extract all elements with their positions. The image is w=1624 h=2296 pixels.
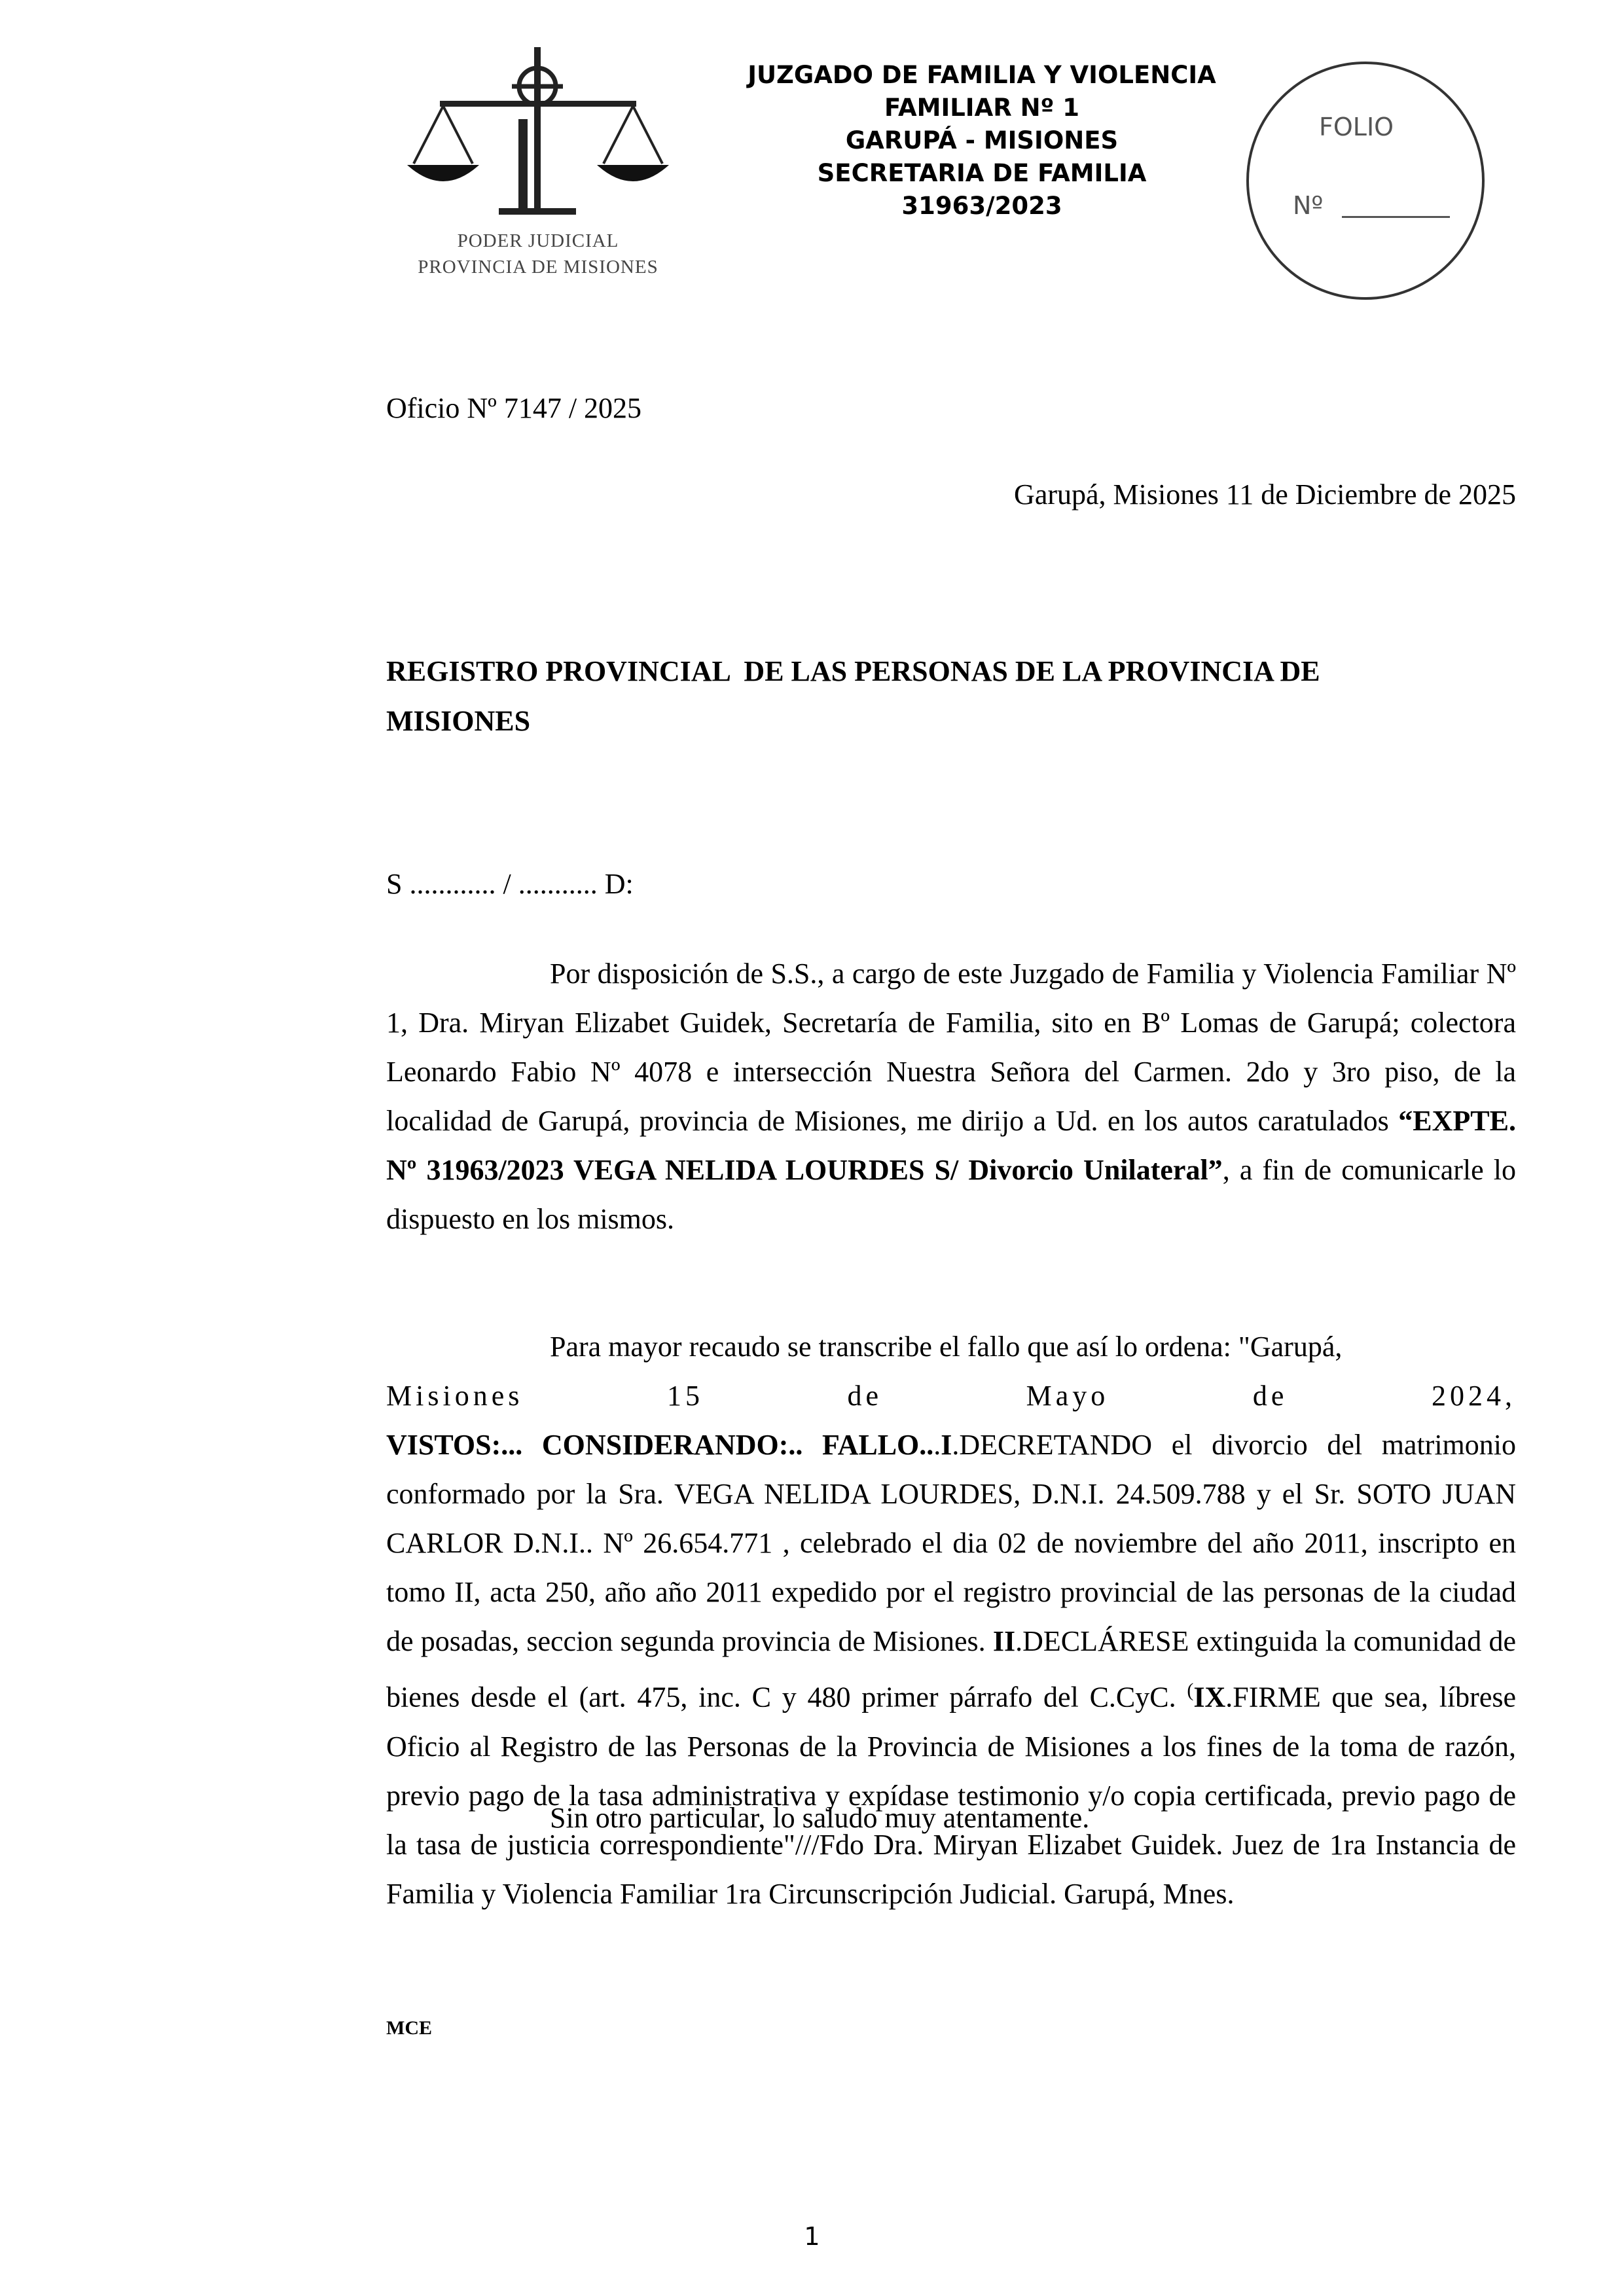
- ruling-date-word: de: [847, 1380, 883, 1412]
- ruling-sections: VISTOS:... CONSIDERANDO:.. FALLO..: [386, 1429, 934, 1461]
- ruling-date-word: 15: [666, 1380, 704, 1412]
- ruling-point-ix: IX: [1193, 1681, 1226, 1713]
- logo-caption: [401, 228, 676, 280]
- page-number: 1: [804, 2222, 820, 2251]
- ruling-point-i: I: [941, 1429, 952, 1461]
- court-header-line-1: JUZGADO DE FAMILIA Y VIOLENCIA: [748, 61, 1216, 89]
- closing-paragraph: [386, 1793, 1516, 1842]
- logo-line-1: PODER JUDICIAL: [457, 230, 619, 251]
- salutation: S ............ / ........... D:: [386, 868, 634, 900]
- oficio-number: Oficio Nº 7147 / 2025: [386, 392, 642, 424]
- ruling-paren: (: [1187, 1679, 1194, 1701]
- folio-number-blank: [1342, 216, 1450, 218]
- recipient-line-1: REGISTRO PROVINCIAL DE LAS PERSONAS DE LA PROVINCIA DE: [386, 655, 1320, 687]
- ruling-dot: .: [933, 1429, 941, 1461]
- author-initials: MCE: [386, 2017, 432, 2039]
- recipient: [386, 647, 1516, 746]
- court-header-line-5: 31963/2023: [901, 192, 1062, 220]
- case-caption: “EXPTE. Nº 31963/2023 VEGA NELIDA LOURDES S/ Divorcio Unilateral”: [386, 1105, 1516, 1186]
- paragraph-1-text-a: Por disposición de S.S., a cargo de este Juzgado de Familia y Violencia Familiar Nº 1, Dra. Miryan Elizabet Guidek, Secretaría de Familia, sito en Bº Lomas de Garupá; colectora Leonardo Fabio Nº 4078 e intersección Nuestra Señora del Carmen. 2do y 3ro piso, de la localidad de Garupá, provincia de Misiones, me dirijo a Ud. en los autos caratulados: [386, 958, 1516, 1137]
- ruling-date-line: [386, 1371, 1516, 1420]
- paragraph-2-intro: Para mayor recaudo se transcribe el fallo que así lo ordena: "Garupá,: [550, 1331, 1343, 1363]
- document-date: Garupá, Misiones 11 de Diciembre de 2025: [1014, 478, 1516, 511]
- logo-line-2: PROVINCIA DE MISIONES: [418, 257, 659, 278]
- ruling-text-ii: .DECLÁRESE extinguida la comunidad de bienes desde el (art. 475, inc. C y 480 primer párrafo del C.CyC.: [386, 1625, 1516, 1713]
- paragraph-1: [386, 949, 1516, 1244]
- ruling-date-word: Misiones: [386, 1380, 524, 1412]
- ruling-text-i: .DECRETANDO el divorcio del matrimonio conformado por la Sra. VEGA NELIDA LOURDES, D.N.I. 24.509.788 y el Sr. SOTO JUAN CARLOR D.N.I.. Nº 26.654.771 , celebrado el dia 02 de noviembre del año 2011, inscripto en tomo II, acta 250, año año 2011 expedido por el registro provincial de las personas de la ciudad de posadas, seccion segunda provincia de Misiones.: [386, 1429, 1516, 1657]
- court-header-line-4: SECRETARIA DE FAMILIA: [817, 159, 1147, 187]
- closing-text: Sin otro particular, lo saludo muy atentamente.: [550, 1802, 1090, 1834]
- folio-number-label: Nº: [1293, 191, 1324, 220]
- ruling-date-word: 2024,: [1431, 1380, 1516, 1412]
- recipient-line-2: MISIONES: [386, 705, 531, 737]
- court-header-line-3: GARUPÁ - MISIONES: [845, 126, 1119, 154]
- ruling-point-ii: II: [992, 1625, 1016, 1657]
- ruling-date-word: Mayo: [1026, 1380, 1110, 1412]
- ruling-date-word: de: [1252, 1380, 1288, 1412]
- folio-stamp-circle: [1244, 59, 1487, 302]
- court-header: [694, 59, 1270, 223]
- folio-label: FOLIO: [1319, 113, 1394, 141]
- paragraph-1-text-b: , a fin de comunicarle lo dispuesto en los mismos.: [386, 1154, 1517, 1235]
- court-header-line-2: FAMILIAR Nº 1: [884, 94, 1080, 122]
- ruling-text-ix: .FIRME que sea, líbrese Oficio al Registro de las Personas de la Provincia de Misiones a los fines de la toma de razón, previo pago de la tasa administrativa y expídase testimonio y/o copia certificada, previo pago de la tasa de justicia correspondiente"///Fdo Dra. Miryan Elizabet Guidek. Juez de 1ra Instancia de Familia y Violencia Familiar 1ra Circunscripción Judicial. Garupá, Mnes.: [386, 1681, 1516, 1910]
